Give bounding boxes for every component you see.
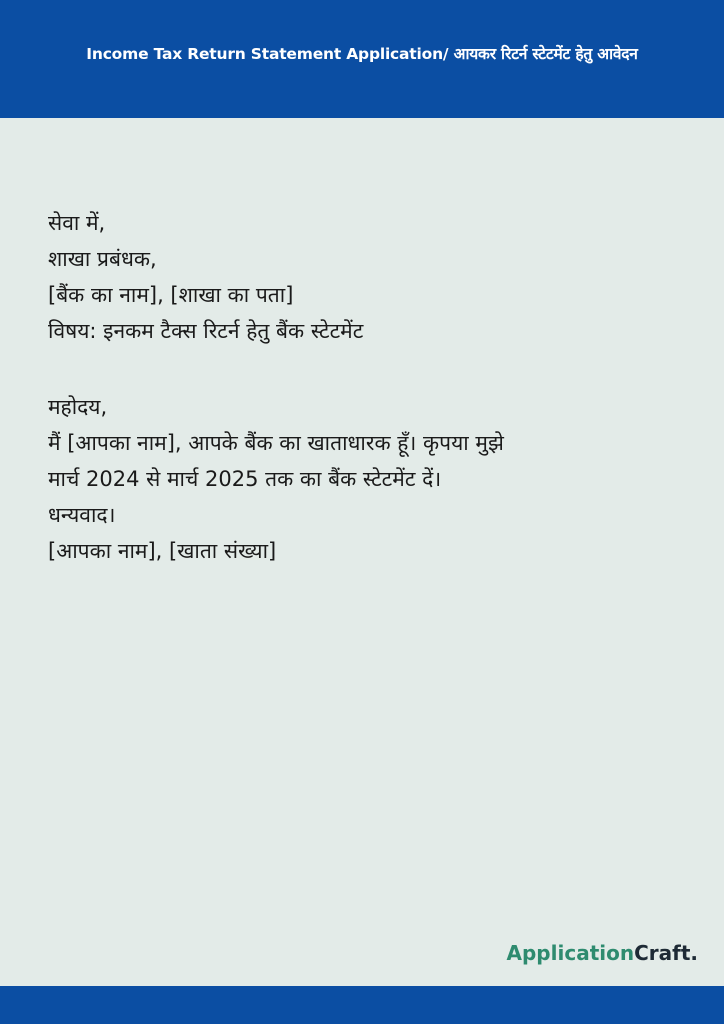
letter-body bbox=[48, 205, 688, 569]
footer-bar bbox=[0, 986, 724, 1024]
body-line-2: मार्च 2024 से मार्च 2025 तक का बैंक स्टेटमेंट दें। bbox=[48, 467, 442, 491]
body-line-1: मैं [आपका नाम], आपके बैंक का खाताधारक हूँ। कृपया मुझे bbox=[48, 431, 504, 455]
signature-line: [आपका नाम], [खाता संख्या] bbox=[48, 539, 277, 563]
brand-logo-part-craft: Craft. bbox=[634, 941, 698, 965]
recipient-address: [बैंक का नाम], [शाखा का पता] bbox=[48, 283, 294, 307]
brand-logo-part-application: Application bbox=[506, 941, 635, 965]
brand-logo bbox=[507, 941, 698, 965]
header-banner bbox=[0, 0, 724, 118]
page-title: Income Tax Return Statement Application/ आयकर रिटर्न स्टेटमेंट हेतु आवेदन bbox=[86, 45, 638, 63]
closing: धन्यवाद। bbox=[48, 503, 116, 527]
salutation-to: सेवा में, bbox=[48, 211, 106, 235]
subject-line: विषय: इनकम टैक्स रिटर्न हेतु बैंक स्टेटमेंट bbox=[48, 319, 364, 343]
paragraph-gap bbox=[48, 349, 688, 389]
recipient-title: शाखा प्रबंधक, bbox=[48, 247, 157, 271]
greeting: महोदय, bbox=[48, 395, 108, 419]
